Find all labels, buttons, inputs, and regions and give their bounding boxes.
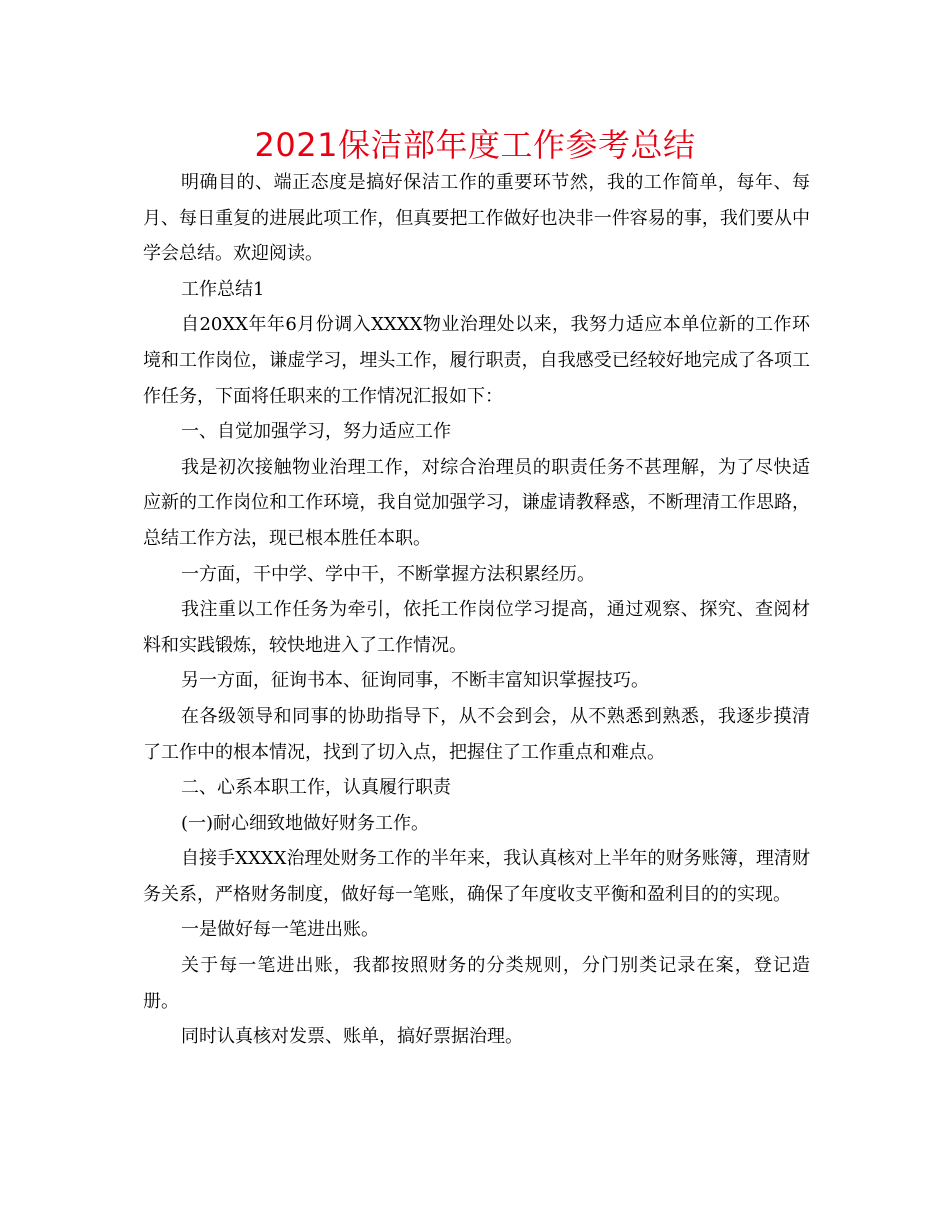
section-heading: 一、自觉加强学习，努力适应工作 xyxy=(181,421,451,443)
paragraph: 一方面，干中学、学中干，不断掌握方法积累经历。 xyxy=(181,563,595,585)
document-body xyxy=(143,165,810,1055)
paragraph: 一是做好每一笔进出账。 xyxy=(181,919,379,941)
paragraph: 另一方面，征询书本、征询同事，不断丰富知识掌握技巧。 xyxy=(181,670,649,692)
paragraph: 我是初次接触物业治理工作，对综合治理员的职责任务不甚理解，为了尽快适应新的工作岗位和工作环境，我自觉加强学习，谦虚请教释惑，不断理清工作思路，总结工作方法，现已根本胜任本职。 xyxy=(143,456,810,549)
document-title: 2021保洁部年度工作参考总结 xyxy=(254,126,696,164)
section-heading-summary-1: 工作总结1 xyxy=(181,278,265,300)
paragraph: 同时认真核对发票、账单，搞好票据治理。 xyxy=(181,1026,523,1048)
subsection-heading: (一)耐心细致地做好财务工作。 xyxy=(181,812,430,834)
paragraph: 关于每一笔进出账，我都按照财务的分类规则，分门别类记录在案，登记造册。 xyxy=(143,955,810,1012)
paragraph: 自接手XXXX治理处财务工作的半年来，我认真核对上半年的财务账簿，理清财务关系，严格财务制度，做好每一笔账，确保了年度收支平衡和盈利目的的实现。 xyxy=(143,848,810,905)
paragraph: 在各级领导和同事的协助指导下，从不会到会，从不熟悉到熟悉，我逐步摸清了工作中的根本情况，找到了切入点，把握住了工作重点和难点。 xyxy=(143,705,810,763)
section-heading: 二、心系本职工作，认真履行职责 xyxy=(181,777,451,799)
paragraph-intro: 明确目的、端正态度是搞好保洁工作的重要环节然，我的工作简单，每年、每月、每日重复的进展此项工作，但真要把工作做好也决非一件容易的事，我们要从中学会总结。欢迎阅读。 xyxy=(143,172,810,265)
paragraph: 我注重以工作任务为牵引，依托工作岗位学习提高，通过观察、探究、查阅材料和实践锻炼，较快地进入了工作情况。 xyxy=(143,599,810,656)
paragraph: 自20XX年年6月份调入XXXX物业治理处以来，我努力适应本单位新的工作环境和工作岗位，谦虚学习，埋头工作，履行职责，自我感受已经较好地完成了各项工作任务，下面将任职来的工作情况汇报如下： xyxy=(143,314,810,407)
